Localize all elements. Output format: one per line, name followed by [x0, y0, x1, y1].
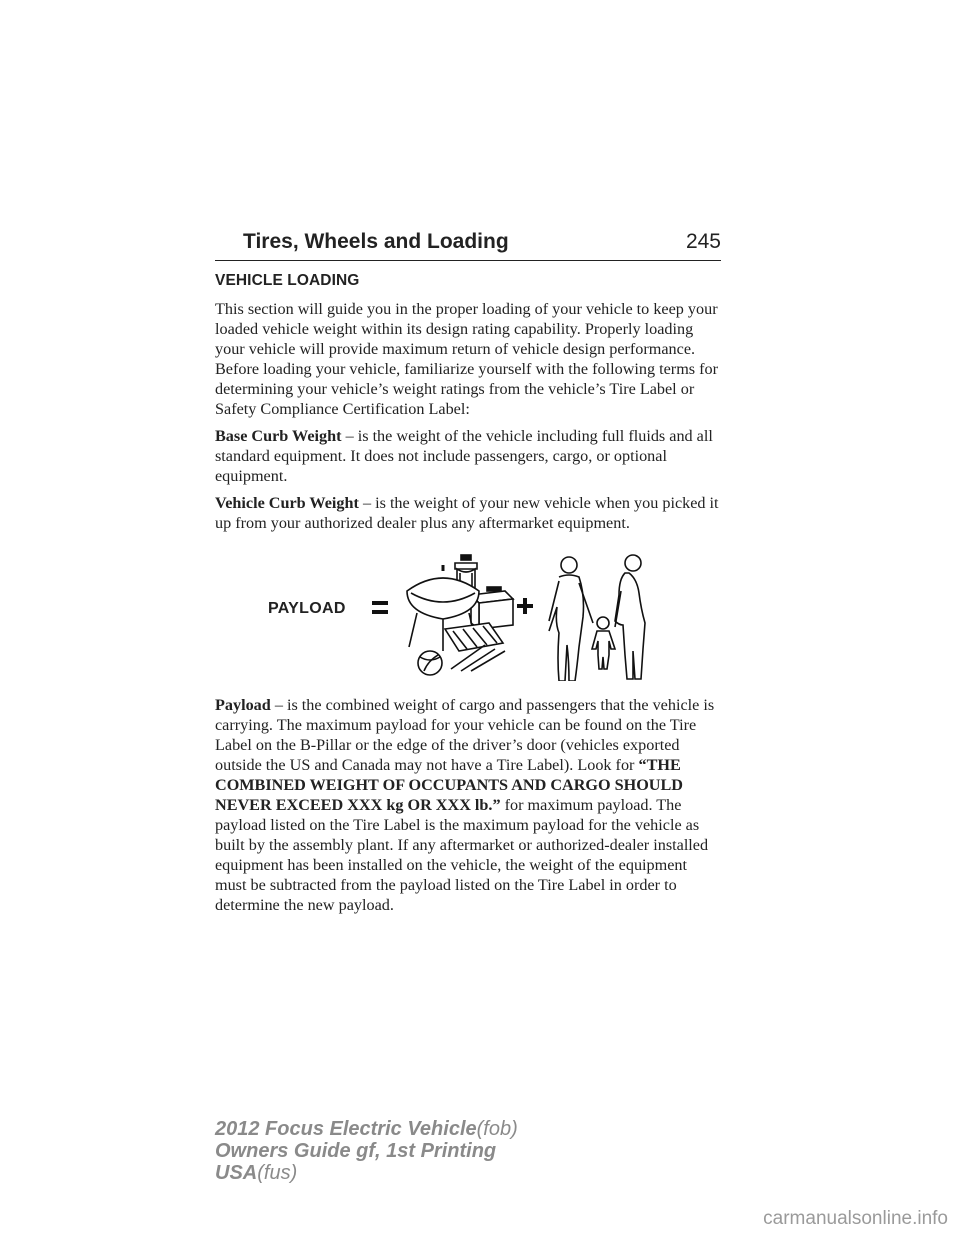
footer-line-2: Owners Guide gf, 1st Printing: [215, 1140, 497, 1162]
payload-paragraph: [215, 695, 721, 915]
passengers-icon: [549, 555, 645, 681]
page-content: [215, 265, 721, 922]
payload-term: Payload: [215, 696, 271, 714]
footer-line-3: [215, 1162, 518, 1184]
equals-icon: [372, 601, 388, 614]
cargo-icon: [407, 555, 513, 675]
vehicle-curb-weight-paragraph: [215, 493, 721, 533]
plus-icon: [517, 598, 533, 614]
footer-market: USA: [215, 1162, 258, 1184]
base-curb-weight-paragraph: [215, 426, 721, 486]
page-header: [215, 226, 721, 261]
footer-model: 2012 Focus Electric Vehicle: [215, 1118, 477, 1140]
page-number: 245: [685, 230, 721, 253]
base-curb-weight-term: Base Curb Weight: [215, 427, 342, 445]
payload-label-quote: “THE COMBINED WEIGHT OF OCCUPANTS AND CARGO SHOULD NEVER EXCEED XXX kg OR XXX lb.”: [215, 756, 683, 814]
footer-model-code: (fob): [476, 1118, 518, 1140]
footer-line-1: [215, 1118, 518, 1140]
payload-illustration: [215, 551, 721, 681]
payload-definition-part1: – is the combined weight of cargo and passengers that the vehicle is carrying. The maximum payload for your vehicle can be found on the Tire Label on the B-Pillar or the edge of the driver’s door (vehicles exported outside the US and Canada may not have a Tire Label). Look for: [215, 696, 715, 774]
payload-label: PAYLOAD: [268, 600, 346, 617]
vehicle-curb-weight-term: Vehicle Curb Weight: [215, 494, 359, 512]
payload-diagram: [215, 551, 721, 681]
footer-market-code: (fus): [257, 1162, 298, 1184]
section-heading: VEHICLE LOADING: [215, 272, 360, 289]
payload-definition-part2: for maximum payload. The payload listed on the Tire Label is the maximum payload for the vehicle as built by the assembly plant. If any aftermarket or authorized-dealer installed equipment has been installed on the vehicle, the weight of the equipment must be subtracted from the payload listed on the Tire Label in order to determine the new payload.: [215, 796, 709, 914]
document-footer: [215, 1118, 518, 1184]
base-curb-weight-definition: – is the weight of the vehicle including full fluids and all standard equipment. It does not include passengers, cargo, or optional equipment.: [215, 427, 713, 485]
intro-paragraph: This section will guide you in the proper loading of your vehicle to keep your loaded vehicle weight within its design rating capability. Properly loading your vehicle will provide maximum return of vehicle design performance. Before loading your vehicle, familiarize yourself with the following terms for determining your vehicle’s weight ratings from the vehicle’s Tire Label or Safety Compliance Certification Label:: [215, 300, 719, 418]
vehicle-curb-weight-definition: – is the weight of your new vehicle when you picked it up from your authorized dealer plus any aftermarket equipment.: [215, 494, 719, 532]
watermark: carmanualsonline.info: [763, 1208, 948, 1229]
chapter-title: Tires, Wheels and Loading: [243, 230, 509, 253]
